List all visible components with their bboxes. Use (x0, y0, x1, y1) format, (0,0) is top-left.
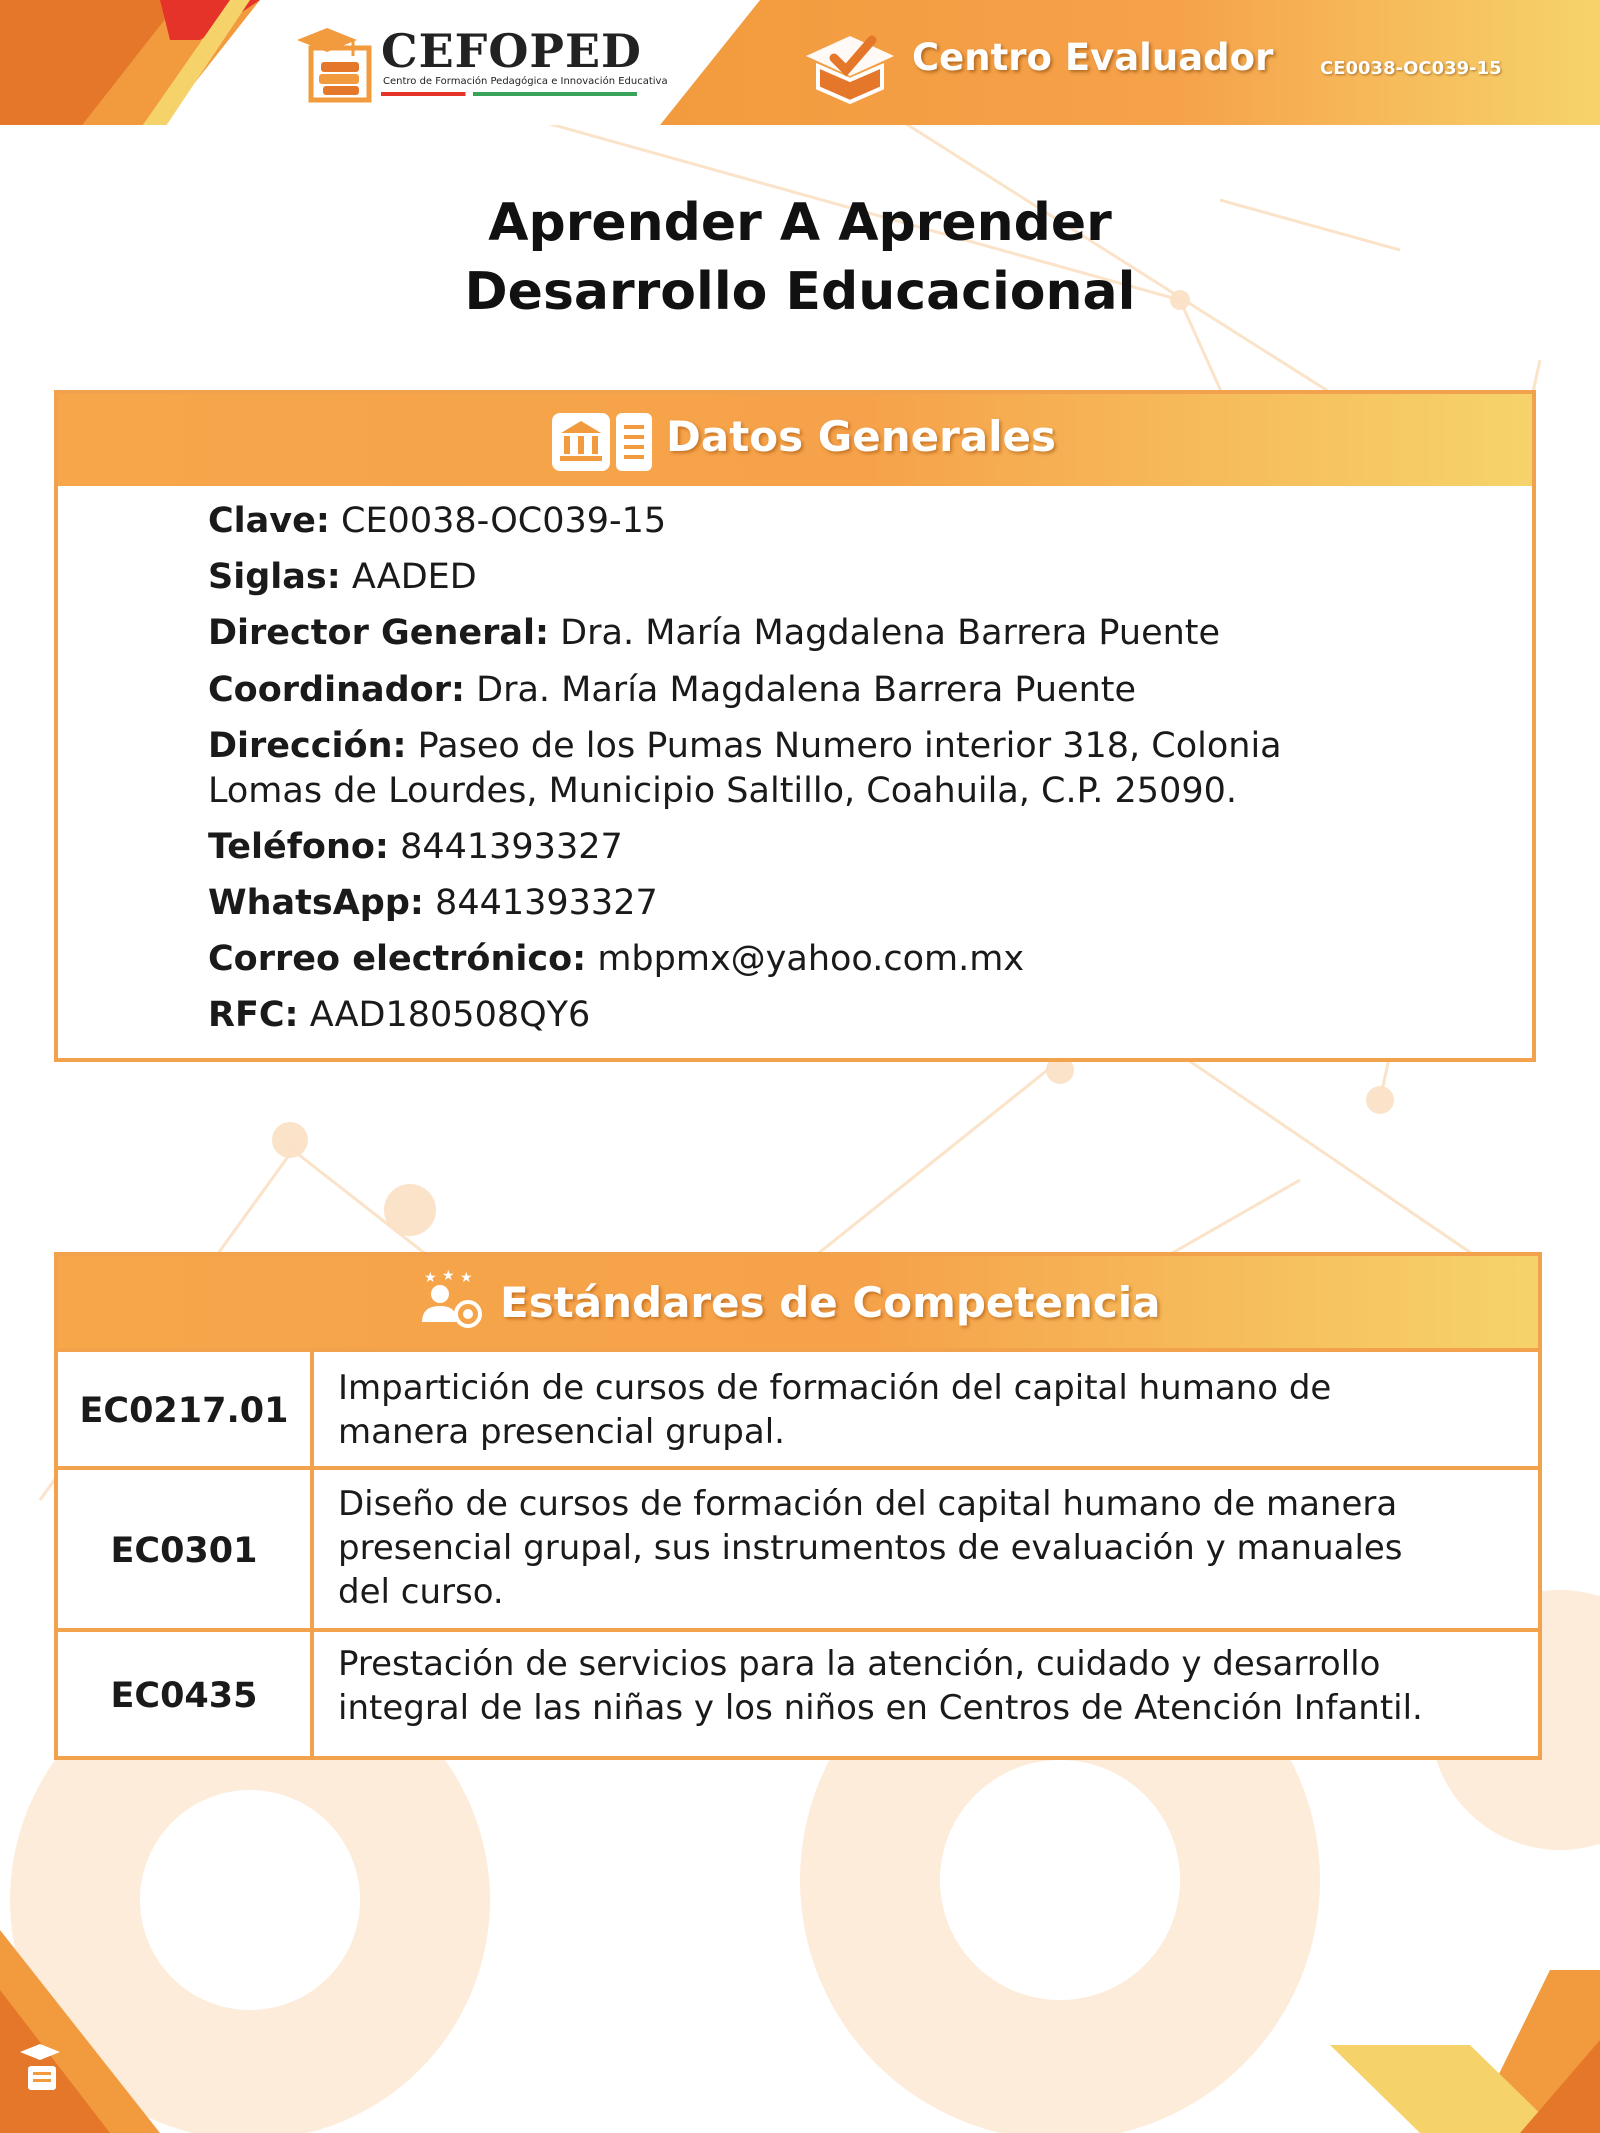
field-telefono: Teléfono: 8441393327 (208, 827, 623, 867)
people-award-icon (418, 1270, 488, 1334)
page-title-line1: Aprender A Aprender (488, 193, 1112, 253)
field-direccion-line2: Lomas de Lourdes, Municipio Saltillo, Coahuila, C.P. 25090. (208, 771, 1237, 811)
institution-document-icon (552, 413, 652, 471)
standard-description-line: Prestación de servicios para la atención, cuidado y desarrollo (338, 1644, 1381, 1684)
graduation-cap-books-icon (293, 22, 375, 104)
standard-description-line: manera presencial grupal. (338, 1412, 785, 1452)
standard-description-line: Diseño de cursos de formación del capital humano de manera (338, 1484, 1398, 1524)
logo-underline (381, 92, 637, 96)
center-code: CE0038-OC039-15 (1320, 58, 1502, 79)
field-director: Director General: Dra. María Magdalena Barrera Puente (208, 613, 1221, 653)
standards-title: Estándares de Competencia (500, 1278, 1161, 1327)
logo-name: CEFOPED (381, 24, 642, 78)
standards-panel (54, 1252, 1542, 1760)
standard-description-line: del curso. (338, 1572, 504, 1612)
field-correo: Correo electrónico: mbpmx@yahoo.com.mx (208, 939, 1025, 979)
general-data-panel (54, 390, 1536, 1062)
center-title: Centro Evaluador (912, 36, 1274, 79)
standard-description-line: presencial grupal, sus instrumentos de evaluación y manuales (338, 1528, 1403, 1568)
standards-header (58, 1256, 1538, 1348)
standard-code: EC0217.01 (58, 1352, 314, 1470)
standard-row (58, 1348, 1538, 1470)
svg-text:★: ★ (442, 1270, 455, 1284)
page-title-line2: Desarrollo Educacional (464, 262, 1136, 322)
logo-subtitle: Centro de Formación Pedagógica e Innovación Educativa (383, 76, 668, 87)
standard-row (58, 1628, 1538, 1760)
cefoped-logo (293, 22, 668, 104)
standard-description-line: integral de las niñas y los niños en Centros de Atención Infantil. (338, 1688, 1423, 1728)
evaluator-check-icon (800, 22, 900, 108)
field-coordinador: Coordinador: Dra. María Magdalena Barrera Puente (208, 670, 1137, 710)
field-siglas: Siglas: AADED (208, 557, 477, 597)
footer-logo-icon (18, 2042, 64, 2094)
field-clave: Clave: CE0038-OC039-15 (208, 501, 667, 541)
standard-code: EC0301 (58, 1470, 314, 1632)
field-rfc: RFC: AAD180508QY6 (208, 995, 591, 1035)
standard-description-line: Impartición de cursos de formación del capital humano de (338, 1368, 1332, 1408)
field-direccion: Dirección: Paseo de los Pumas Numero interior 318, Colonia (208, 726, 1282, 766)
field-whatsapp: WhatsApp: 8441393327 (208, 883, 658, 923)
svg-text:★: ★ (424, 1270, 437, 1286)
standard-code: EC0435 (58, 1632, 314, 1760)
standard-row (58, 1466, 1538, 1632)
general-data-header (58, 394, 1532, 486)
svg-text:★: ★ (460, 1270, 473, 1286)
general-data-title: Datos Generales (666, 412, 1057, 461)
